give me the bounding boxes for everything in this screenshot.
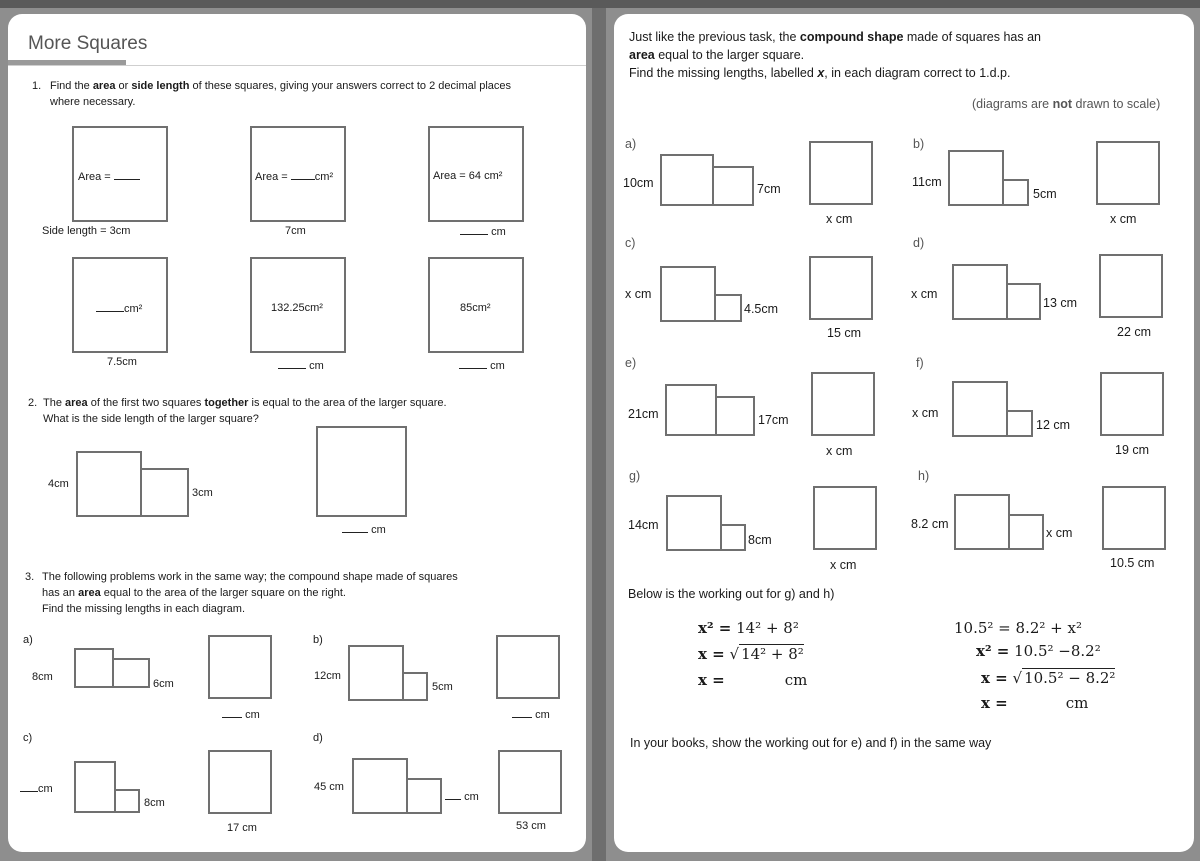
q3-text-3: Find the missing lengths in each diagram.	[42, 603, 245, 615]
q3a-label-3: cm	[222, 708, 260, 723]
footer-instruction: In your books, show the working out for e) and f) in the same way	[630, 736, 992, 750]
q3c-label-2: 8cm	[144, 797, 165, 809]
q3a-letter: a)	[23, 634, 33, 646]
g-eq-3: x = cm	[698, 671, 808, 689]
q3c-label-1: cm	[20, 782, 53, 797]
item-g-label-3: x cm	[830, 558, 857, 572]
item-f-letter: f)	[916, 356, 924, 370]
item-e-square-2	[715, 396, 755, 436]
item-b-square-1	[948, 150, 1004, 206]
worksheet-page-right	[614, 14, 1194, 852]
q3-number: 3.	[25, 571, 35, 583]
q1-text-2: where necessary.	[50, 96, 136, 108]
worksheet-title: More Squares	[28, 33, 148, 54]
item-c-label-3: 15 cm	[827, 326, 862, 340]
item-c-large-square	[809, 256, 873, 320]
h-eq-3: x = √ 10.5² − 8.2²	[981, 669, 1116, 687]
q3a-square-1	[74, 648, 114, 688]
item-d-label-1: x cm	[911, 287, 938, 301]
q1-square-2-inner: Area = cm²	[255, 171, 334, 183]
q1-square-6-inner: 85cm²	[460, 302, 491, 314]
item-g-label-2: 8cm	[748, 533, 772, 547]
q3c-letter: c)	[23, 732, 33, 744]
q3b-label-2: 5cm	[432, 681, 453, 693]
item-h-letter: h)	[918, 469, 930, 483]
item-f-label-3: 19 cm	[1115, 443, 1150, 457]
item-h-label-2: x cm	[1046, 526, 1073, 540]
item-f-label-2: 12 cm	[1036, 418, 1071, 432]
q2-number: 2.	[28, 397, 38, 409]
item-f-label-1: x cm	[912, 406, 939, 420]
q3d-square-2	[406, 778, 442, 814]
q2-mid-label: 3cm	[192, 487, 213, 499]
item-b-letter: b)	[913, 137, 925, 151]
item-h-square-1	[954, 494, 1010, 550]
item-e-label-1: 21cm	[628, 407, 659, 421]
item-e-large-square	[811, 372, 875, 436]
q3a-label-1: 8cm	[32, 671, 53, 683]
item-g-letter: g)	[629, 469, 641, 483]
q1-square-3-inner: Area = 64 cm²	[433, 170, 503, 182]
g-eq-2: x = √ 14² + 8²	[698, 645, 804, 663]
item-e-square-1	[665, 384, 717, 436]
q3c-square-2	[114, 789, 140, 813]
q3c-label-3: 17 cm	[227, 822, 257, 834]
q2-square-2	[140, 468, 189, 517]
item-f-square-2	[1006, 410, 1033, 437]
q3b-large-square	[496, 635, 560, 699]
item-b-label-2: 5cm	[1033, 187, 1057, 201]
item-a-large-square	[809, 141, 873, 205]
q1-square-4-label: 7.5cm	[107, 356, 137, 368]
q1-text: Find the area or side length of these squares, giving your answers correct to 2 decimal places	[50, 80, 512, 92]
q3d-label-3: 53 cm	[516, 820, 546, 832]
q2-answer-label: cm	[342, 523, 386, 538]
q3a-label-2: 6cm	[153, 678, 174, 690]
q3a-square-2	[112, 658, 150, 688]
item-f-square-1	[952, 381, 1008, 437]
intro-line-3: Find the missing lengths, labelled x, in each diagram correct to 1.d.p.	[629, 66, 1011, 80]
q3d-label-2: cm	[445, 790, 479, 805]
item-b-label-1: 11cm	[912, 175, 942, 189]
item-c-label-2: 4.5cm	[744, 302, 779, 316]
item-b-square-2	[1002, 179, 1029, 206]
item-d-large-square	[1099, 254, 1163, 318]
h-eq-2: x² = 10.5² −8.2²	[976, 642, 1101, 660]
item-a-square-2	[712, 166, 754, 206]
item-g-label-1: 14cm	[628, 518, 659, 532]
q2-square-1	[76, 451, 142, 517]
q1-square-6-label: cm	[459, 359, 505, 374]
item-a-letter: a)	[625, 137, 637, 151]
item-b-large-square	[1096, 141, 1160, 205]
item-d-label-2: 13 cm	[1043, 296, 1078, 310]
q2-text: The area of the first two squares together is equal to the area of the larger square.	[43, 397, 447, 409]
q2-large-square	[316, 426, 407, 517]
item-d-label-3: 22 cm	[1117, 325, 1152, 339]
item-a-label-3: x cm	[826, 212, 853, 226]
q3a-large-square	[208, 635, 272, 699]
item-c-square-1	[660, 266, 716, 322]
scale-note: (diagrams are not drawn to scale)	[972, 97, 1161, 111]
q2-text-2: What is the side length of the larger square?	[43, 413, 259, 425]
q1-square-5-label: cm	[278, 359, 324, 374]
item-h-label-1: 8.2 cm	[911, 517, 949, 531]
q3-text-2: has an area equal to the area of the larger square on the right.	[42, 587, 346, 599]
q1-square-5-inner: 132.25cm²	[271, 302, 323, 314]
intro-line-2: area equal to the larger square.	[629, 48, 805, 62]
g-eq-1: x² = 14² + 8²	[698, 619, 799, 637]
working-title: Below is the working out for g) and h)	[628, 587, 835, 601]
q3b-label-3: cm	[512, 708, 550, 723]
item-e-label-2: 17cm	[758, 413, 789, 427]
item-g-large-square	[813, 486, 877, 550]
q3d-large-square	[498, 750, 562, 814]
item-g-square-1	[666, 495, 722, 551]
item-d-square-1	[952, 264, 1008, 320]
item-c-label-1: x cm	[625, 287, 652, 301]
q3-text-1: The following problems work in the same way; the compound shape made of squares	[42, 571, 458, 583]
q3b-label-1: 12cm	[314, 670, 341, 682]
q3c-large-square	[208, 750, 272, 814]
h-eq-4: x = cm	[981, 694, 1089, 712]
title-rule	[8, 65, 586, 66]
item-h-large-square	[1102, 486, 1166, 550]
q3d-label-1: 45 cm	[314, 781, 344, 793]
page-divider	[592, 8, 606, 861]
item-g-square-2	[720, 524, 746, 551]
q1-number: 1.	[32, 80, 42, 92]
top-strip	[0, 0, 1200, 8]
item-a-label-1: 10cm	[623, 176, 654, 190]
q1-square-2-label: 7cm	[285, 225, 306, 237]
q3d-letter: d)	[313, 732, 323, 744]
item-c-letter: c)	[625, 236, 636, 250]
worksheet-page-left	[8, 14, 586, 852]
item-d-letter: d)	[913, 236, 925, 250]
item-c-square-2	[714, 294, 742, 322]
item-e-letter: e)	[625, 356, 637, 370]
q1-square-3-label: cm	[460, 225, 506, 240]
h-eq-1: 10.5² = 8.2² + x²	[954, 619, 1082, 637]
item-e-label-3: x cm	[826, 444, 853, 458]
item-a-square-1	[660, 154, 714, 206]
intro-line-1: Just like the previous task, the compound shape made of squares has an	[629, 30, 1041, 44]
q1-square-1-label: Side length = 3cm	[42, 225, 131, 237]
item-b-label-3: x cm	[1110, 212, 1137, 226]
q3b-letter: b)	[313, 634, 323, 646]
q3b-square-2	[402, 672, 428, 701]
q1-square-4-inner: cm²	[96, 302, 142, 317]
q2-left-label: 4cm	[48, 478, 69, 490]
item-h-label-3: 10.5 cm	[1110, 556, 1155, 570]
q3b-square-1	[348, 645, 404, 701]
item-a-label-2: 7cm	[757, 182, 781, 196]
q3c-square-1	[74, 761, 116, 813]
item-h-square-2	[1008, 514, 1044, 550]
q3d-square-1	[352, 758, 408, 814]
item-f-large-square	[1100, 372, 1164, 436]
item-d-square-2	[1006, 283, 1041, 320]
q1-square-1-inner: Area =	[78, 170, 140, 185]
